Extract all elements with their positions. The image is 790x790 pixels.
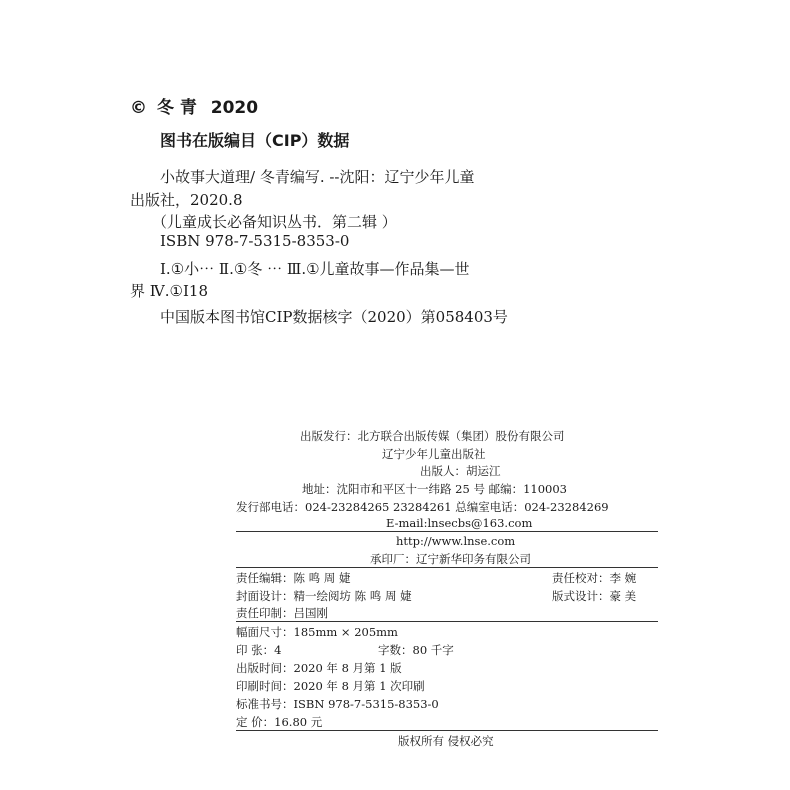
pubdate-row bbox=[236, 660, 402, 676]
price-row bbox=[236, 714, 322, 730]
isbn-label: 标准书号： bbox=[236, 697, 294, 711]
copyright-year: 2020 bbox=[210, 98, 259, 118]
sheets-value: 4 bbox=[274, 643, 282, 657]
printer: 承印厂：辽宁新华印务有限公司 bbox=[370, 552, 531, 566]
publisher-name: 辽宁少年儿童出版社 bbox=[382, 447, 486, 461]
phones: 发行部电话：024-23284265 23284261 总编室电话：024-23284269 bbox=[236, 500, 609, 514]
printdate-label: 印刷时间： bbox=[236, 679, 294, 693]
words-value: 80 千字 bbox=[412, 643, 454, 657]
isbn-value: ISBN 978-7-5315-8353-0 bbox=[293, 697, 439, 711]
editor-row bbox=[236, 570, 350, 586]
divider-bottom bbox=[236, 730, 658, 731]
print-supervisor-name: 吕国刚 bbox=[293, 606, 328, 620]
layout-label: 版式设计： bbox=[552, 589, 610, 603]
layout-name: 豪 美 bbox=[609, 589, 637, 603]
isbn-row bbox=[236, 696, 439, 712]
cover-label: 封面设计： bbox=[236, 589, 294, 603]
cover-names: 精一绘阅坊 陈 鸣 周 婕 bbox=[293, 589, 412, 603]
size-value: 185mm × 205mm bbox=[293, 625, 398, 639]
sheets-row bbox=[236, 642, 281, 658]
pubdate-value: 2020 年 8 月第 1 版 bbox=[293, 661, 402, 675]
divider-specs-top bbox=[236, 621, 658, 622]
size-row bbox=[236, 624, 398, 640]
cip-core-number: 中国版本图书馆CIP数据核字（2020）第058403号 bbox=[160, 308, 508, 326]
printdate-value: 2020 年 8 月第 1 次印刷 bbox=[293, 679, 425, 693]
distributor: 出版发行：北方联合出版传媒（集团）股份有限公司 bbox=[300, 429, 565, 443]
words-label: 字数： bbox=[378, 643, 413, 657]
cover-row bbox=[236, 588, 412, 604]
words-row bbox=[378, 642, 454, 658]
cip-line-1: 小故事大道理/ 冬青编写. --沈阳：辽宁少年儿童 bbox=[160, 168, 475, 186]
editor-names: 陈 鸣 周 婕 bbox=[293, 571, 351, 585]
proofreader-label: 责任校对： bbox=[552, 571, 610, 585]
proofreader-row bbox=[552, 570, 636, 586]
cip-line-2: 出版社，2020.8 bbox=[130, 191, 243, 209]
email: E-mail:lnsecbs@163.com bbox=[386, 516, 533, 530]
publisher-person: 出版人：胡运江 bbox=[420, 464, 501, 478]
price-label: 定 价： bbox=[236, 715, 275, 729]
divider-top bbox=[236, 531, 658, 532]
cip-heading: 图书在版编目（CIP）数据 bbox=[160, 131, 350, 150]
print-supervisor-row bbox=[236, 605, 328, 621]
price-value: 16.80 元 bbox=[274, 715, 323, 729]
website: http://www.lnse.com bbox=[396, 534, 516, 548]
copyright-symbol: © bbox=[130, 98, 147, 118]
size-label: 幅面尺寸： bbox=[236, 625, 294, 639]
cip-line-3: （儿童成长必备知识丛书．第二辑 ） bbox=[152, 213, 397, 231]
printdate-row bbox=[236, 678, 425, 694]
cip-classification-2: 界 Ⅳ.①I18 bbox=[130, 282, 208, 300]
proofreader-name: 李 婉 bbox=[609, 571, 637, 585]
cip-classification-1: Ⅰ.①小⋯ Ⅱ.①冬 ⋯ Ⅲ.①儿童故事—作品集—世 bbox=[160, 260, 470, 278]
editor-label: 责任编辑： bbox=[236, 571, 294, 585]
rights-notice: 版权所有 侵权必究 bbox=[398, 734, 494, 748]
copyright-holder: 冬 青 bbox=[156, 98, 197, 118]
pubdate-label: 出版时间： bbox=[236, 661, 294, 675]
address: 地址：沈阳市和平区十一纬路 25 号 邮编：110003 bbox=[302, 482, 567, 496]
print-supervisor-label: 责任印制： bbox=[236, 606, 294, 620]
copyright-line bbox=[130, 93, 258, 118]
layout-row bbox=[552, 588, 636, 604]
sheets-label: 印 张： bbox=[236, 643, 275, 657]
divider-credits-top bbox=[236, 567, 658, 568]
cip-isbn: ISBN 978-7-5315-8353-0 bbox=[160, 232, 350, 250]
